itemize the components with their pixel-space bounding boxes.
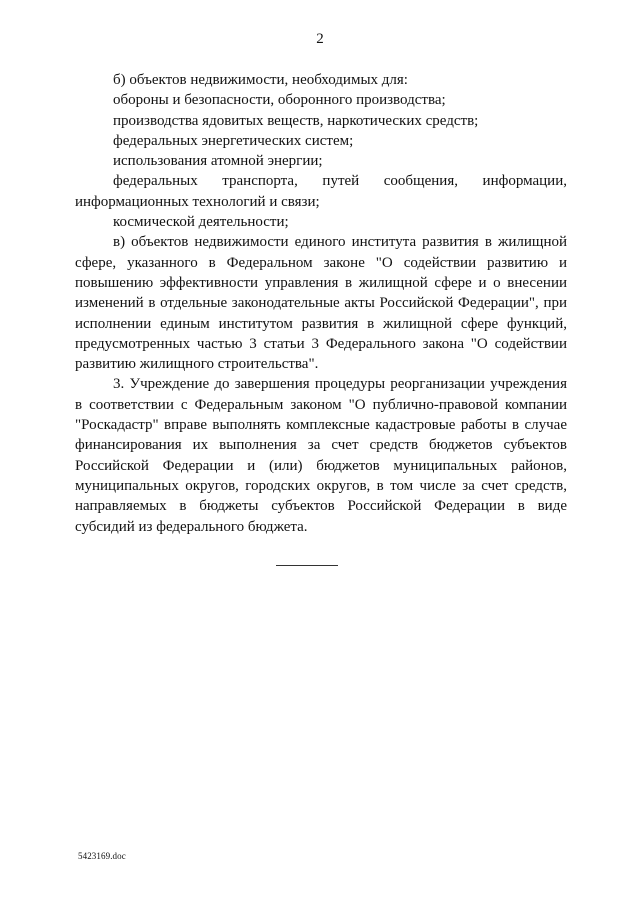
page-number: 2 [316,31,324,47]
divider-line [276,565,338,566]
paragraph-space: космической деятельности; [113,214,289,231]
paragraph-transport: федеральных транспорта, путей сообщения, информации, информационных технологий и связи; [75,173,567,210]
footer-filename: 5423169.doc [78,851,126,861]
paragraph-3-reorganization: 3. Учреждение до завершения процедуры реорганизации учреждения в соответствии с Федеральным законом "О публично-правовой компании "Роскадастр" вправе выполнять комплексные кадастровые работы в случае финансирования их выполнения за счет средств бюджетов субъектов Российской Федерации и (или) бюджетов муниципальных районов, муниципальных округов, городских округов, в том числе за счет средств, направляемых в бюджеты субъектов Российской Федерации в виде субсидий из федерального бюджета. [75,376,567,535]
paragraph-v-housing: в) объектов недвижимости единого института развития в жилищной сфере, указанного в Федеральном законе "О содействии развитию и повышению эффективности управления в жилищной сфере и о внесении изменений в отдельные законодательные акты Российской Федерации", при исполнении единым институтом развития в жилищной сфере функций, предусмотренных частью 3 статьи 3 Федерального закона "О содействии развитию жилищного строительства". [75,234,567,373]
paragraph-energy: федеральных энергетических систем; [113,132,354,149]
paragraph-toxic: производства ядовитых веществ, наркотических средств; [113,112,479,129]
paragraph-b-intro: б) объектов недвижимости, необходимых для: [113,72,408,88]
paragraph-defense: обороны и безопасности, оборонного производства; [113,92,446,109]
document-body [75,70,567,537]
paragraph-atomic: использования атомной энергии; [113,153,323,170]
